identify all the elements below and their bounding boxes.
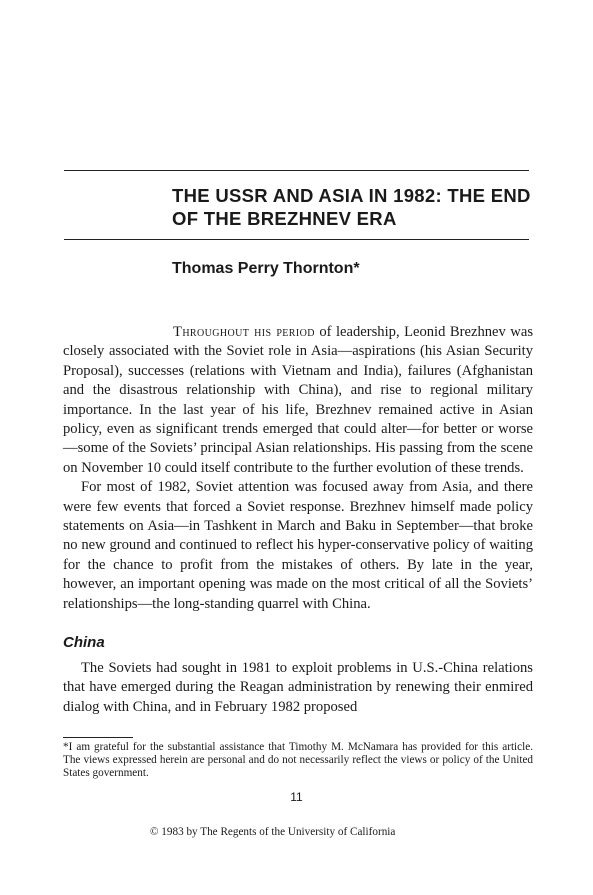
paragraph-1-text: of leadership, Leonid Brezhnev was closely associated with the Soviet role in Asia—aspirations (his Asian Security Proposal), successes (relations with Vietnam and India), failures (Afghanistan and the disastrous relationship with China), and rise to regional military importance. In the last year of his life, Brezhnev remained active in Asian policy, even as significant trends emerged that could alter—for better or worse—some of the Soviets’ principal Asian relationships. His passing from the scene on November 10 could itself contribute to the further evolution of these trends. xyxy=(63,324,533,476)
body-paragraph-2: For most of 1982, Soviet attention was focused away from Asia, and there were few events that forced a Soviet response. Brezhnev himself made policy statements on Asia—in Tashkent in March and Baku in September—that broke no new ground and continued to reflect his hyper-conservative policy of waiting for the chance to profit from the mistakes of others. By late in the year, however, an important opening was made on the most critical of all the Soviets’ relationships—the long-standing quarrel with China. xyxy=(63,479,533,612)
footnote: *I am grateful for the substantial assistance that Timothy M. McNamara has provided for this article. The views expressed herein are personal and do not necessarily reflect the views or policy of the United States government. xyxy=(63,741,533,780)
body-paragraph-3: The Soviets had sought in 1981 to exploit problems in U.S.-China relations that have emerged during the Reagan administration by renewing their enmired dialog with China, and in February 1982 proposed xyxy=(63,660,533,715)
footnote-rule xyxy=(63,737,133,738)
title-rule xyxy=(64,239,529,240)
lead-in-small-caps: Throughout his period xyxy=(173,324,315,340)
top-rule xyxy=(64,170,529,171)
copyright-line: © 1983 by The Regents of the University of California xyxy=(150,826,396,838)
section-heading: China xyxy=(63,634,105,651)
page-number: 11 xyxy=(290,790,303,804)
article-author: Thomas Perry Thornton* xyxy=(172,260,360,277)
body-paragraph-1 xyxy=(63,323,533,614)
article-title: THE USSR AND ASIA IN 1982: THE END OF THE BREZHNEV ERA xyxy=(172,185,531,229)
